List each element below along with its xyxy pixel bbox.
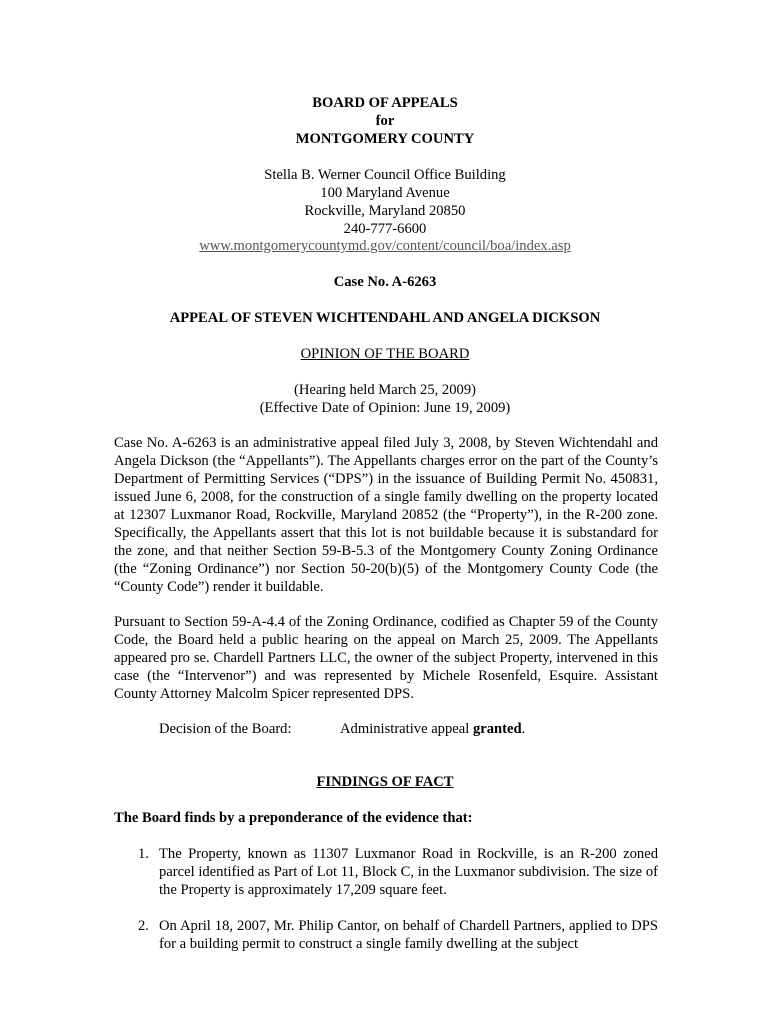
finding-text: The Property, known as 11307 Luxmanor Road in Rockville, is an R-200 zoned parcel identified as Part of Lot 11, Block C, in the Luxmanor subdivision. The size of the Property is approximately 17,209 square feet. — [159, 846, 658, 898]
city-address: Rockville, Maryland 20850 — [304, 203, 466, 219]
decision-value-suffix: . — [521, 721, 526, 737]
website-row — [0, 237, 770, 255]
paragraph-case-summary: Case No. A-6263 is an administrative appeal filed July 3, 2008, by Steven Wichtendahl and Angela Dickson (the “Appellants”). The Appellants charges error on the part of the County’s Department of Permitting Services (“DPS”) in the issuance of Building Permit No. 450831, issued June 6, 2008, for the construction of a single family dwelling on the property located at 12307 Luxmanor Road, Rockville, Maryland 20852 (the “Property”), in the R-200 zone. Specifically, the Appellants assert that this lot is not buildable because it is substandard for the zone, and that neither Section 59-B-5.3 of the Montgomery County Zoning Ordinance (the “Zoning Ordinance”) nor Section 50-20(b)(5) of the Montgomery County Code (the “County Code”) render it buildable. — [114, 435, 658, 595]
findings-intro: The Board finds by a preponderance of the evidence that: — [114, 810, 473, 826]
decision-value-prefix: Administrative appeal — [340, 721, 473, 737]
website-link[interactable]: www.montgomerycountymd.gov/content/council/boa/index.asp — [199, 238, 571, 254]
finding-text: On April 18, 2007, Mr. Philip Cantor, on behalf of Chardell Partners, applied to DPS for a building permit to construct a single family dwelling at the subject — [159, 918, 658, 952]
finding-number: 2. — [138, 918, 149, 934]
findings-heading: FINDINGS OF FACT — [316, 774, 454, 790]
finding-number: 1. — [138, 846, 149, 862]
effective-date: (Effective Date of Opinion: June 19, 2009) — [259, 400, 511, 416]
paragraph-hearing: Pursuant to Section 59-A-4.4 of the Zoning Ordinance, codified as Chapter 59 of the County Code, the Board held a public hearing on the appeal on March 25, 2009. The Appellants appeared pro se. Chardell Partners LLC, the owner of the subject Property, intervened in this case (the “Intervenor”) and was represented by Michele Rosenfeld, Esquire. Assistant County Attorney Malcolm Spicer represented DPS. — [114, 614, 658, 702]
board-title-for: for — [375, 113, 395, 129]
findings-heading-row — [0, 773, 770, 791]
county-title: MONTGOMERY COUNTY — [295, 131, 475, 147]
decision-label: Decision of the Board: — [159, 721, 292, 737]
case-number: Case No. A-6263 — [333, 274, 437, 290]
hearing-held: (Hearing held March 25, 2009) — [294, 382, 476, 398]
phone-number: 240-777-6600 — [343, 221, 427, 237]
appeal-title: APPEAL OF STEVEN WICHTENDAHL AND ANGELA DICKSON — [169, 310, 601, 326]
board-title: BOARD OF APPEALS — [312, 95, 458, 111]
street-address: 100 Maryland Avenue — [320, 185, 450, 201]
opinion-heading-row — [0, 345, 770, 363]
opinion-heading: OPINION OF THE BOARD — [300, 346, 470, 362]
decision-value-bold: granted — [472, 721, 522, 737]
decision-value — [340, 720, 525, 738]
office-building: Stella B. Werner Council Office Building — [264, 167, 506, 183]
